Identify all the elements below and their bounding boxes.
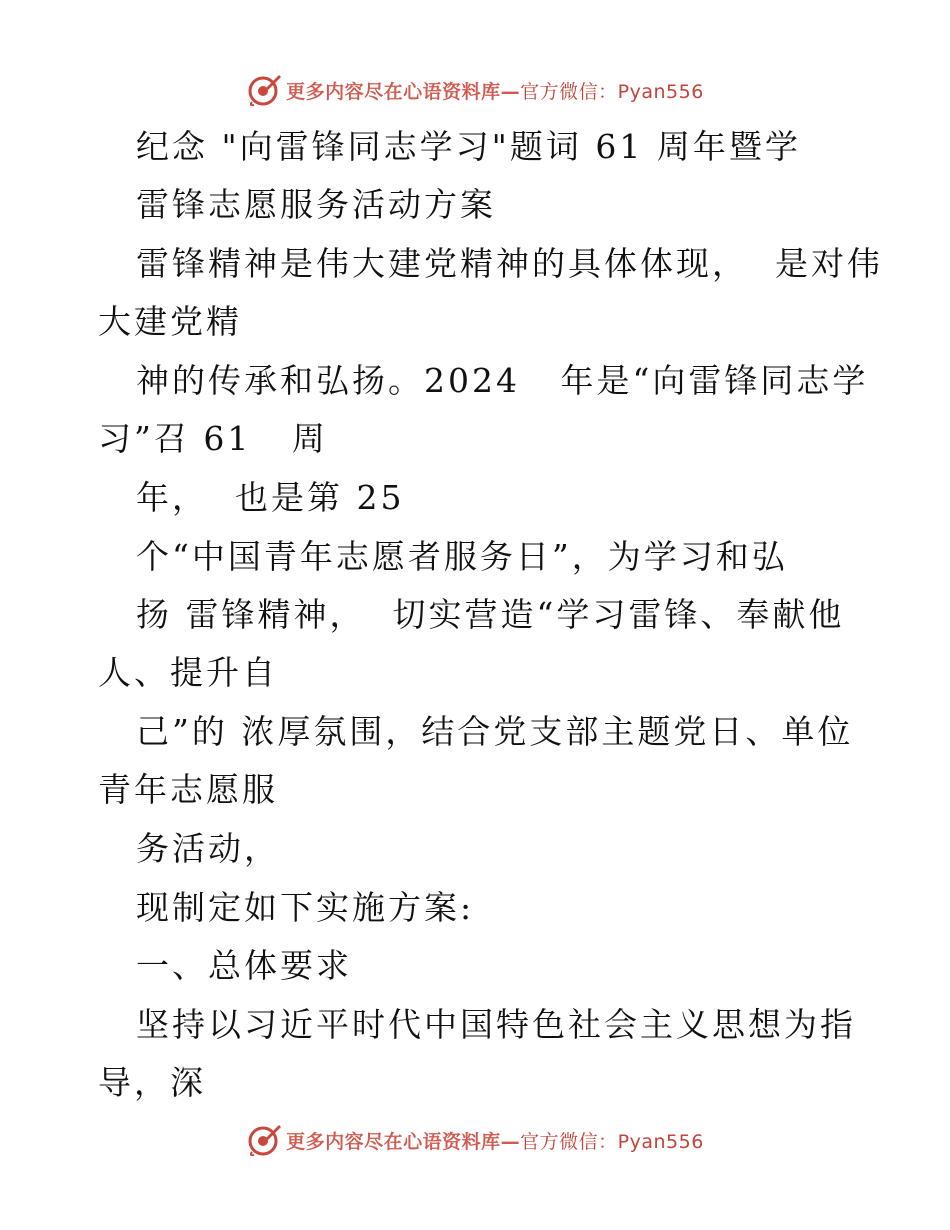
paragraph-line: 青年志愿服 [98,770,278,809]
header-banner [0,70,950,110]
section-heading: 一、总体要求 [136,946,352,985]
doc-title-line-1: 纪念 "向雷锋同志学习"题词 61 周年暨学 [136,127,801,166]
paragraph-line: 大建党精 [98,302,242,341]
paragraph-line: 雷锋精神是伟大建党精神的具体体现， 是对伟 [136,244,883,283]
paragraph-line: 个“中国青年志愿者服务日”，为学习和弘 [136,537,788,576]
doc-title-line-2: 雷锋志愿服务活动方案 [136,185,496,224]
pen-logo-icon [246,1122,282,1158]
paragraph-line: 己”的 浓厚氛围，结合党支部主题党日、单位 [136,712,854,751]
paragraph-line: 现制定如下实施方案: [136,888,475,927]
paragraph-line: 年， 也是第 25 [136,478,405,517]
paragraph-line: 神的传承和弘扬。2024 年是“向雷锋同志学 [136,361,869,400]
paragraph-line: 习”召 61 周 [98,419,328,458]
banner-text: 更多内容尽在心语资料库—官方微信：Pyan556 [286,1130,704,1153]
footer-banner [0,1120,950,1160]
paragraph-line: 务活动， [136,829,280,868]
paragraph-line: 导，深 [98,1063,206,1102]
banner-text: 更多内容尽在心语资料库—官方微信：Pyan556 [286,80,704,103]
paragraph-line: 扬 雷锋精神， 切实营造“学习雷锋、奉献他 [136,595,845,634]
paragraph-line: 人、提升自 [98,653,278,692]
paragraph-line: 坚持以习近平时代中国特色社会主义思想为指 [136,1005,856,1044]
pen-logo-icon [246,72,282,108]
